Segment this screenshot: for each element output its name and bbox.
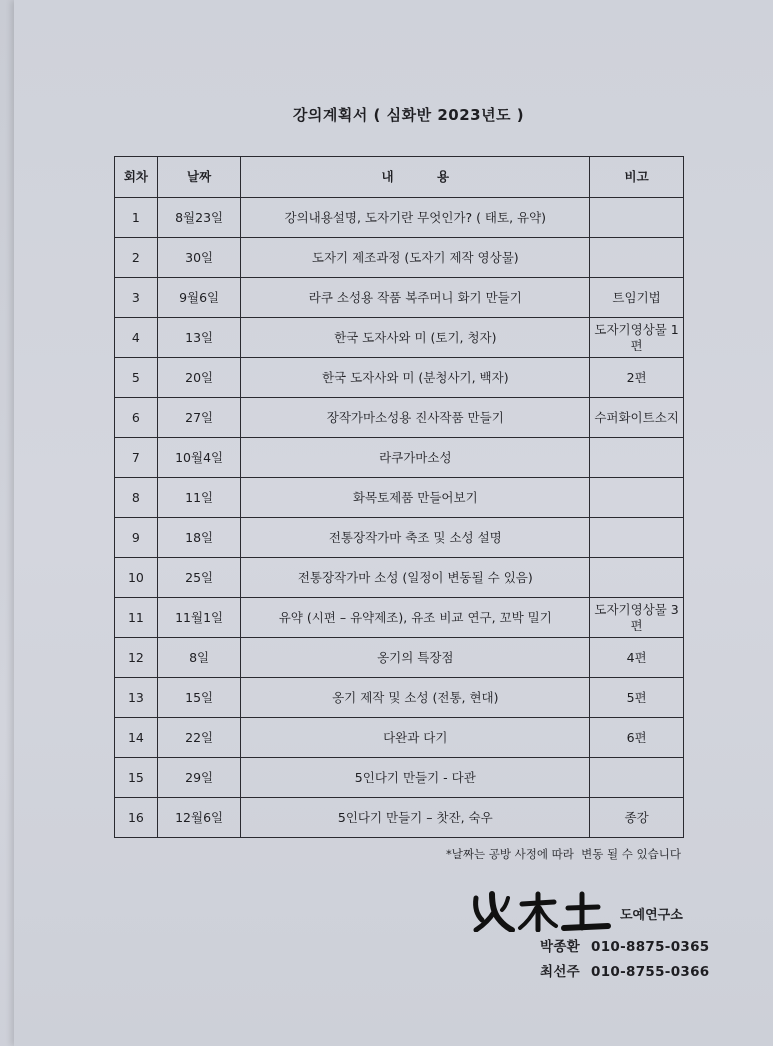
table-row [115,478,684,518]
cell-note [590,758,684,798]
contact-name: 최선주 [540,964,581,980]
cell-session: 12 [115,638,158,678]
cell-content: 다완과 다기 [241,718,590,758]
contact-phone: 010-8755-0366 [591,964,710,980]
cell-session: 9 [115,518,158,558]
table-body [115,198,684,838]
cell-date: 11일 [157,478,241,518]
cell-date: 20일 [157,358,241,398]
document-title: 강의계획서 ( 심화반 2023년도 ) [292,106,525,124]
cell-date: 29일 [157,758,241,798]
cell-note: 2편 [590,358,684,398]
cell-session: 7 [115,438,158,478]
document-page [14,0,773,1046]
table-row [115,438,684,478]
cell-session: 13 [115,678,158,718]
cell-content: 장작가마소성용 진사작품 만들기 [241,398,590,438]
table-row [115,358,684,398]
cell-session: 5 [115,358,158,398]
cell-date: 25일 [157,558,241,598]
cell-session: 4 [115,318,158,358]
cell-note [590,478,684,518]
cell-session: 16 [115,798,158,838]
cell-session: 14 [115,718,158,758]
table-row [115,558,684,598]
cell-date: 11월1일 [157,598,241,638]
table-row [115,758,684,798]
table-row [115,798,684,838]
cell-content: 옹기 제작 및 소성 (전통, 현대) [241,678,590,718]
contact-1 [540,935,709,955]
cell-note: 5편 [590,678,684,718]
cell-content: 도자기 제조과정 (도자기 제작 영상물) [241,238,590,278]
cell-note [590,558,684,598]
table-row [115,318,684,358]
cell-date: 9월6일 [157,278,241,318]
cell-note [590,438,684,478]
contact-name: 박종환 [540,939,581,955]
studio-logo [468,890,618,932]
cell-date: 8월23일 [157,198,241,238]
cell-content: 강의내용설명, 도자기란 무엇인가? ( 태토, 유약) [241,198,590,238]
cell-content: 전통장작가마 축조 및 소성 설명 [241,518,590,558]
cell-session: 3 [115,278,158,318]
cell-content: 라쿠 소성용 작품 복주머니 화기 만들기 [241,278,590,318]
cell-note: 6편 [590,718,684,758]
table-row [115,238,684,278]
cell-session: 2 [115,238,158,278]
cell-note: 수퍼화이트소지 [590,398,684,438]
header-session: 회차 [115,157,158,198]
cell-content: 5인다기 만들기 – 찻잔, 숙우 [241,798,590,838]
cell-date: 18일 [157,518,241,558]
cell-content: 한국 도자사와 미 (분청사기, 백자) [241,358,590,398]
cell-note: 도자기영상물 1편 [590,318,684,358]
footnote: *날짜는 공방 사정에 따라 변동 될 수 있습니다 [446,847,681,861]
contact-phone: 010-8875-0365 [591,939,710,955]
cell-content: 화목토제품 만들어보기 [241,478,590,518]
table-header-row [115,157,684,198]
cell-session: 8 [115,478,158,518]
cell-content: 유약 (시편 – 유약제조), 유조 비교 연구, 꼬박 밀기 [241,598,590,638]
header-note: 비고 [590,157,684,198]
lab-name: 도예연구소 [620,908,683,923]
table-row [115,718,684,758]
cell-note [590,518,684,558]
cell-content: 라쿠가마소성 [241,438,590,478]
cell-session: 15 [115,758,158,798]
cell-date: 10월4일 [157,438,241,478]
cell-date: 12월6일 [157,798,241,838]
table-row [115,518,684,558]
header-date: 날짜 [157,157,241,198]
cell-date: 27일 [157,398,241,438]
cell-note [590,238,684,278]
cell-content: 5인다기 만들기 - 다관 [241,758,590,798]
cell-date: 22일 [157,718,241,758]
cell-note: 종강 [590,798,684,838]
cell-date: 15일 [157,678,241,718]
table-row [115,678,684,718]
cell-content: 전통장작가마 소성 (일정이 변동될 수 있음) [241,558,590,598]
cell-session: 1 [115,198,158,238]
cell-content: 옹기의 특장점 [241,638,590,678]
table-row [115,278,684,318]
schedule-table [114,156,684,838]
cell-session: 6 [115,398,158,438]
table-row [115,398,684,438]
cell-session: 11 [115,598,158,638]
contact-2 [540,960,709,980]
cell-content: 한국 도자사와 미 (토기, 청자) [241,318,590,358]
cell-date: 8일 [157,638,241,678]
cell-note [590,198,684,238]
table-row [115,598,684,638]
cell-note: 4편 [590,638,684,678]
cell-note: 트임기법 [590,278,684,318]
cell-date: 30일 [157,238,241,278]
table-row [115,638,684,678]
cell-note: 도자기영상물 3편 [590,598,684,638]
cell-session: 10 [115,558,158,598]
cell-date: 13일 [157,318,241,358]
table-row [115,198,684,238]
header-content: 내 용 [241,157,590,198]
